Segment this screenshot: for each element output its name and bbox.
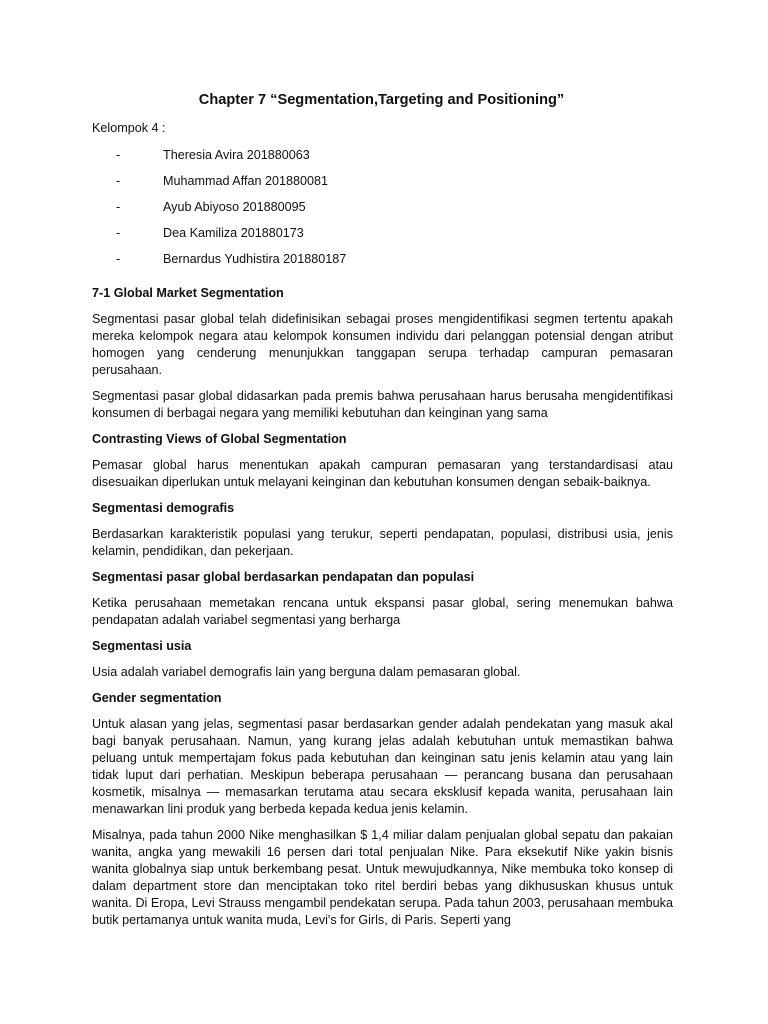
group-label: Kelompok 4 : xyxy=(92,121,166,135)
document-title: Chapter 7 “Segmentation,Targeting and Positioning” xyxy=(198,92,565,108)
paragraph: Untuk alasan yang jelas, segmentasi pasar berdasarkan gender adalah pendekatan yang masuk akal bagi banyak perusahaan. Namun, yang kurang jelas adalah kebutuhan untuk memastikan bahwa peluang untuk mempertajam fokus pada kebutuhan dan keinginan satu jenis kelamin atau yang lain tidak luput dari perhatian. Meskipun beberapa perusahaan — perancang busana dan perusahaan kosmetik, misalnya — memasarkan terutama atau secara eksklusif kepada wanita, perusahaan lain menawarkan lini produk yang berbeda kepada kedua jenis kelamin. xyxy=(92,717,673,816)
member-name: Dea Kamiliza 201880173 xyxy=(163,226,304,240)
member-name: Bernardus Yudhistira 201880187 xyxy=(163,252,347,266)
paragraph: Pemasar global harus menentukan apakah campuran pemasaran yang terstandardisasi atau disesuaikan diperlukan untuk melayani keinginan dan kebutuhan konsumen dengan sebaik-baiknya. xyxy=(92,458,673,489)
section-heading-gender: Gender segmentation xyxy=(92,691,222,705)
bullet-dash: - xyxy=(116,200,121,214)
bullet-dash: - xyxy=(116,174,121,188)
list-item xyxy=(116,173,673,190)
list-item xyxy=(116,225,673,242)
paragraph: Berdasarkan karakteristik populasi yang terukur, seperti pendapatan, populasi, distribusi usia, jenis kelamin, pendidikan, dan pekerjaan. xyxy=(92,527,673,558)
document-content xyxy=(92,90,673,946)
paragraph-continued: Misalnya, pada tahun 2000 Nike menghasilkan $ 1,4 miliar dalam penjualan global sepatu dan pakaian wanita, angka yang mewakili 16 persen dari total penjualan Nike. Para eksekutif Nike yakin bisnis wanita globalnya siap untuk berkembang pesat. Untuk mewujudkannya, Nike membuka toko konsep di dalam department store dan menciptakan toko ritel berdiri bebas yang dikhususkan khusus untuk wanita. Di Eropa, Levi Strauss mengambil pendekatan serupa. Pada tahun 2003, perusahaan membuka butik pertamanya untuk wanita muda, Levi's for Girls, di Paris. Seperti yang xyxy=(92,828,673,927)
member-name: Ayub Abiyoso 201880095 xyxy=(163,200,306,214)
paragraph: Ketika perusahaan memetakan rencana untuk ekspansi pasar global, sering menemukan bahwa pendapatan adalah variabel segmentasi yang berharga xyxy=(92,596,673,627)
paragraph: Segmentasi pasar global didasarkan pada premis bahwa perusahaan harus berusaha mengidentifikasi konsumen di berbagai negara yang memiliki kebutuhan dan keinginan yang sama xyxy=(92,389,673,420)
section-heading-pendapatan: Segmentasi pasar global berdasarkan pendapatan dan populasi xyxy=(92,570,475,584)
list-item xyxy=(116,147,673,164)
section-heading-contrasting-views: Contrasting Views of Global Segmentation xyxy=(92,432,347,446)
bullet-dash: - xyxy=(116,226,121,240)
member-list xyxy=(92,147,673,268)
list-item xyxy=(116,199,673,216)
member-name: Theresia Avira 201880063 xyxy=(163,148,310,162)
section-heading-usia: Segmentasi usia xyxy=(92,639,192,653)
paragraph: Segmentasi pasar global telah didefinisikan sebagai proses mengidentifikasi segmen tertentu apakah mereka kelompok negara atau kelompok konsumen individu dari pelanggan potensial dengan atribut homogen yang cenderung menunjukkan tanggapan serupa terhadap campuran pemasaran perusahaan. xyxy=(92,312,673,377)
member-name: Muhammad Affan 201880081 xyxy=(163,174,329,188)
section-heading-global-market: 7-1 Global Market Segmentation xyxy=(92,286,284,300)
bullet-dash: - xyxy=(116,148,121,162)
bullet-dash: - xyxy=(116,252,121,266)
list-item xyxy=(116,251,673,268)
section-heading-demografis: Segmentasi demografis xyxy=(92,501,235,515)
paragraph: Usia adalah variabel demografis lain yang berguna dalam pemasaran global. xyxy=(92,665,521,679)
